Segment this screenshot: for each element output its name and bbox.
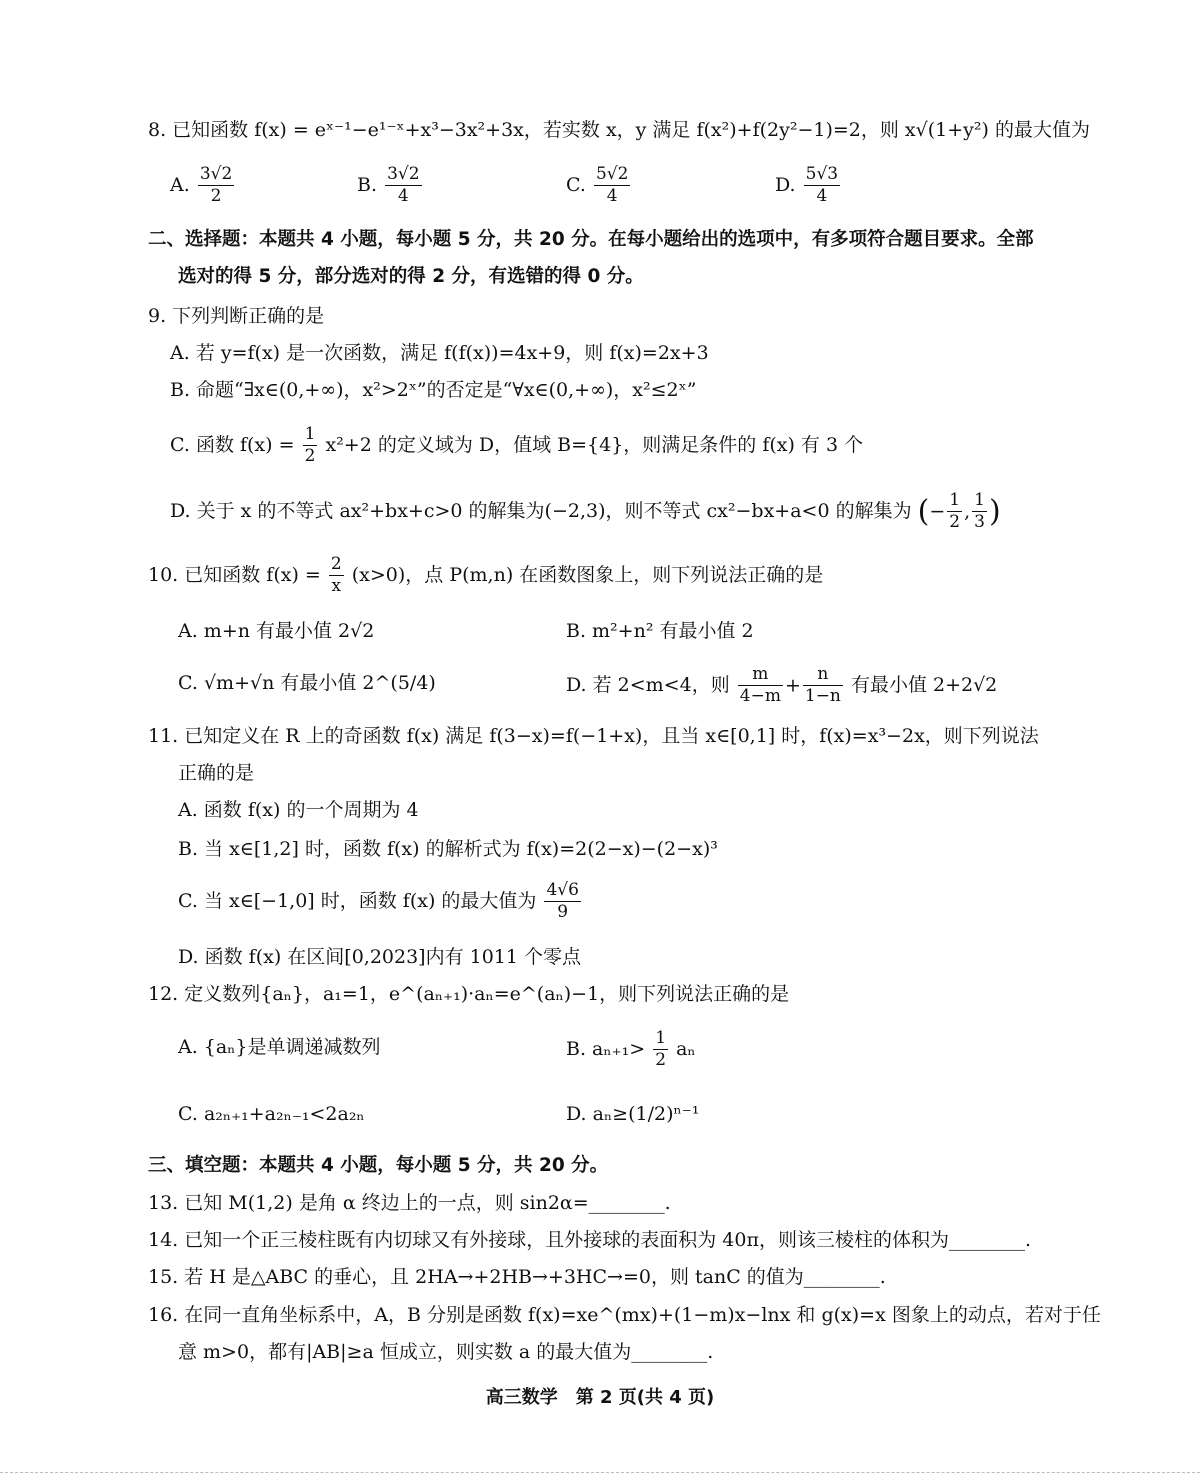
- q8-option-c: [566, 164, 632, 208]
- q10-option-a: A. m+n 有最小值 2√2: [178, 620, 375, 642]
- q10-option-b: B. m²+n² 有最小值 2: [566, 620, 754, 642]
- q10-option-c: C. √m+√n 有最小值 2^(5/4): [178, 672, 436, 694]
- q10-option-d-post: 有最小值 2+2√2: [850, 673, 998, 696]
- q12-option-b-fraction: $\frac{1}{2}$: [655, 1028, 667, 1071]
- q13: 13. 已知 M(1,2) 是角 α 终边上的一点，则 sin2α=________.: [148, 1192, 671, 1214]
- q10-option-d: D. 若 2<m<4，则 $\frac{m}{4-m}$ + $\frac{n}{1-n}$ 有最小值 2+2√2: [566, 664, 998, 707]
- q8-option-d-label: D.: [775, 173, 796, 196]
- q11-option-a: A. 函数 f(x) 的一个周期为 4: [178, 799, 419, 821]
- q8-option-a: [170, 164, 236, 208]
- q10-stem-fraction: $\frac{2}{x}$: [330, 554, 342, 597]
- q9-stem: 9. 下列判断正确的是: [148, 305, 325, 327]
- q15: 15. 若 H 是△ABC 的垂心，且 2HA→+2HB→+3HC→=0，则 tanC 的值为________.: [148, 1266, 886, 1288]
- q8-option-c-fraction: $\frac{5√2}{4}$: [595, 164, 629, 207]
- section3-header: 三、填空题：本题共 4 小题，每小题 5 分，共 20 分。: [148, 1155, 609, 1176]
- q12-option-c: C. a₂ₙ₊₁+a₂ₙ₋₁<2a₂ₙ: [178, 1103, 365, 1125]
- q8-option-a-label: A.: [170, 173, 190, 196]
- q9-option-b: B. 命题“∃x∈(0,+∞)，x²>2ˣ”的否定是“∀x∈(0,+∞)，x²≤2ˣ”: [170, 379, 697, 401]
- q9-option-d: D. 关于 x 的不等式 ax²+bx+c>0 的解集为(−2,3)，则不等式 cx²−bx+a<0 的解集为 (− $\frac{1}{2}$ , $\frac{1}{3}$ ): [170, 490, 1001, 533]
- q12-option-b-pre: B. aₙ₊₁>: [566, 1037, 646, 1060]
- q10-stem-pre: 10. 已知函数 f(x) =: [148, 563, 321, 586]
- page-footer: 高三数学 第 2 页(共 4 页): [485, 1387, 715, 1408]
- q11-option-b: B. 当 x∈[1,2] 时，函数 f(x) 的解析式为 f(x)=2(2−x)−(2−x)³: [178, 838, 718, 860]
- q14: 14. 已知一个正三棱柱既有内切球又有外接球，且外接球的表面积为 40π，则该三棱柱的体积为________.: [148, 1229, 1032, 1251]
- q9-option-c: [170, 424, 863, 468]
- q9-option-c-post: x²+2 的定义域为 D，值域 B={4}，则满足条件的 f(x) 有 3 个: [325, 433, 864, 456]
- q8-stem: 8. 已知函数 f(x) = eˣ⁻¹−e¹⁻ˣ+x³−3x²+3x，若实数 x，y 满足 f(x²)+f(2y²−1)=2，则 x√(1+y²) 的最大值为: [148, 119, 1090, 141]
- q11-stem: 11. 已知定义在 R 上的奇函数 f(x) 满足 f(3−x)=f(−1+x)，且当 x∈[0,1] 时，f(x)=x³−2x，则下列说法: [148, 725, 1039, 747]
- q11-stem-cont: 正确的是: [178, 762, 255, 784]
- q9-option-d-fraction-1: $\frac{1}{2}$: [949, 490, 961, 533]
- q10-option-d-fraction-2: $\frac{n}{1-n}$: [804, 664, 841, 707]
- q12-option-b: [566, 1028, 696, 1072]
- q9-option-a: A. 若 y=f(x) 是一次函数，满足 f(f(x))=4x+9，则 f(x)=2x+3: [170, 342, 709, 364]
- q10-stem-post: (x>0)，点 P(m,n) 在函数图象上，则下列说法正确的是: [351, 563, 824, 586]
- q12-stem: 12. 定义数列{aₙ}，a₁=1，e^(aₙ₊₁)·aₙ=e^(aₙ)−1，则下列说法正确的是: [148, 983, 790, 1005]
- q11-option-d: D. 函数 f(x) 在区间[0,2023]内有 1011 个零点: [178, 946, 582, 968]
- q8-option-d-fraction: $\frac{5√3}{4}$: [805, 164, 839, 207]
- q8-option-a-fraction: $\frac{3√2}{2}$: [199, 164, 233, 207]
- q11-option-c: [178, 880, 583, 924]
- q10-stem: [148, 554, 823, 598]
- q12-option-b-post: aₙ: [676, 1037, 696, 1060]
- q11-option-c-fraction: $\frac{4√6}{9}$: [546, 880, 579, 923]
- q8-option-c-label: C.: [566, 173, 586, 196]
- q16-line2: 意 m>0，都有|AB|≥a 恒成立，则实数 a 的最大值为________.: [178, 1341, 714, 1363]
- q8-option-b-label: B.: [357, 173, 378, 196]
- q9-option-c-fraction: $\frac{1}{2}$: [304, 424, 316, 467]
- section2-header: 二、选择题：本题共 4 小题，每小题 5 分，共 20 分。在每小题给出的选项中，有多项符合题目要求。全部: [148, 229, 1034, 250]
- bottom-rule: [0, 1472, 1200, 1473]
- q9-option-d-fraction-2: $\frac{1}{3}$: [974, 490, 985, 533]
- q8-option-b-fraction: $\frac{3√2}{4}$: [387, 164, 420, 207]
- q9-option-c-pre: C. 函数 f(x) =: [170, 433, 295, 456]
- q12-option-a: A. {aₙ}是单调递减数列: [178, 1036, 381, 1058]
- q10-option-d-pre: D. 若 2<m<4，则: [566, 673, 730, 696]
- q10-option-d-fraction-1: $\frac{m}{4-m}$: [739, 664, 781, 707]
- q8-option-d: [775, 164, 842, 208]
- q12-option-d: D. aₙ≥(1/2)ⁿ⁻¹: [566, 1103, 700, 1125]
- section2-instructions: 选对的得 5 分，部分选对的得 2 分，有选错的得 0 分。: [178, 266, 644, 287]
- q9-option-d-pre: D. 关于 x 的不等式 ax²+bx+c>0 的解集为(−2,3)，则不等式 cx²−bx+a<0 的解集为: [170, 499, 912, 522]
- q16-line1: 16. 在同一直角坐标系中，A，B 分别是函数 f(x)=xe^(mx)+(1−m)x−lnx 和 g(x)=x 图象上的动点，若对于任: [148, 1304, 1101, 1326]
- q11-option-c-pre: C. 当 x∈[−1,0] 时，函数 f(x) 的最大值为: [178, 889, 537, 912]
- q8-option-b: [357, 164, 424, 208]
